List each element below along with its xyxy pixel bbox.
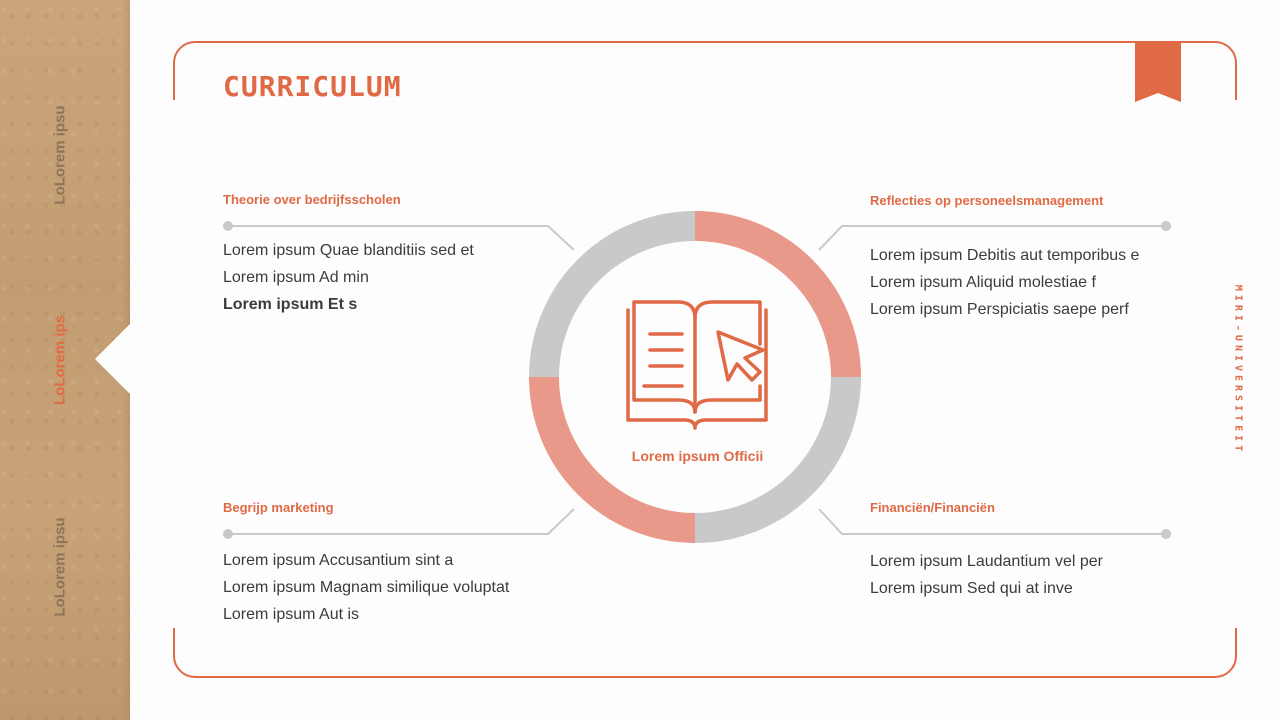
section-heading-reflecties: Reflecties op personeelsmanagement (870, 193, 1104, 208)
list-item: Lorem ipsum Sed qui at inve (870, 580, 1073, 597)
center-label: Lorem ipsum Officii (631, 448, 764, 464)
sidebar-tab-3[interactable]: LoLorem ipsu (51, 517, 69, 617)
list-item: Lorem ipsum Accusantium sint a (223, 552, 454, 569)
section-list-marketing (223, 547, 509, 628)
section-heading-financien: Financiën/Financiën (870, 500, 995, 515)
list-item: Lorem ipsum Aliquid molestiae f (870, 274, 1096, 291)
page-title: CURRICULUM (223, 70, 402, 103)
list-item: Lorem ipsum Laudantium vel per (870, 553, 1104, 570)
list-item: Lorem ipsum Ad min (223, 269, 369, 286)
list-item: Lorem ipsum Perspiciatis saepe perf (870, 301, 1129, 318)
section-list-reflecties (870, 242, 1139, 323)
section-list-financien (870, 548, 1103, 602)
list-item: Lorem ipsum Quae blanditiis sed et (223, 242, 474, 259)
section-heading-marketing: Begrijp marketing (223, 500, 334, 515)
sidebar-tab-1[interactable]: LoLorem ipsu (51, 105, 69, 205)
section-list-theorie (223, 237, 474, 318)
section-heading-theorie: Theorie over bedrijfsscholen (223, 192, 401, 207)
list-item: Lorem ipsum Et s (223, 296, 358, 313)
list-item: Lorem ipsum Aut is (223, 606, 360, 623)
list-item: Lorem ipsum Magnam similique voluptat (223, 579, 510, 596)
brand-vertical: MIRI-UNIVERSITEIT (1232, 284, 1244, 456)
book-cursor-icon (620, 294, 770, 434)
list-item: Lorem ipsum Debitis aut temporibus e (870, 247, 1140, 264)
sidebar-tab-2[interactable]: LoLorem ips (51, 314, 69, 406)
